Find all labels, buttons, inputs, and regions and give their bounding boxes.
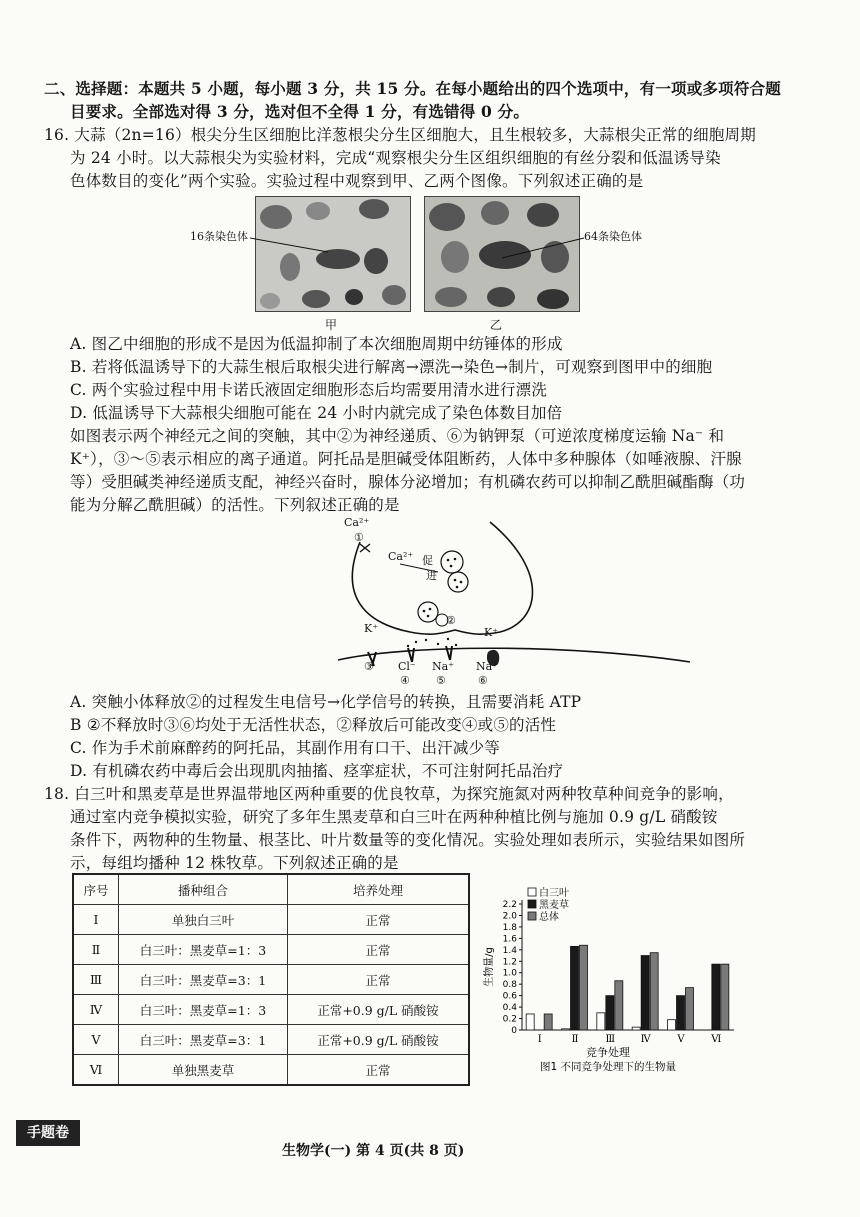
bar-总体: [544, 1014, 552, 1030]
label-n5: ⑤: [436, 674, 446, 687]
q17-stem-1: 如图表示两个神经元之间的突触，其中②为神经递质、⑥为钠钾泵（可逆浓度梯度运输 Na⁻ 和: [70, 427, 725, 445]
micrograph-jia-caption: 甲: [325, 318, 338, 332]
y-tick-label: 0.6: [502, 991, 517, 1002]
page-footer: 生物学(一) 第 4 页(共 8 页): [282, 1143, 465, 1159]
legend-label: 白三叶: [539, 888, 569, 899]
table-row: [73, 995, 469, 1025]
table-cell: 正常+0.9 g/L 硝酸铵: [288, 995, 470, 1025]
synapse-diagram: [320, 512, 700, 692]
bar-黑麦草: [712, 964, 720, 1030]
q16-stem-1: 16. 大蒜（2n=16）根尖分生区细胞比洋葱根尖分生区细胞大，且生根较多，大蒜根尖正常的细胞周期: [44, 126, 756, 144]
q17-option-b: B ②不释放时③⑥均处于无活性状态，②释放后可能改变④或⑤的活性: [70, 716, 557, 734]
table-cell: 白三叶：黑麦草=3：1: [119, 965, 288, 995]
bar-总体: [615, 981, 623, 1030]
section-header-line1: 二、选择题：本题共 5 小题，每小题 3 分，共 15 分。在每小题给出的四个选项中，有一项或多项符合题: [44, 79, 781, 98]
micrograph-jia-pointer: [250, 236, 330, 256]
y-tick-label: 1.6: [502, 934, 517, 945]
table-cell: Ⅰ: [73, 905, 119, 935]
vesicle-1: [441, 551, 463, 573]
calcium-channel: [360, 544, 370, 552]
label-promote-2: 进: [426, 569, 437, 582]
label-n3: ③: [364, 660, 374, 673]
x-tick-label: Ⅱ: [571, 1034, 579, 1045]
bar-黑麦草: [571, 946, 579, 1030]
bar-黑麦草: [641, 956, 649, 1030]
x-tick-label: Ⅵ: [711, 1034, 722, 1045]
presynaptic-membrane: [352, 522, 532, 634]
q16-stem-2: 为 24 小时。以大蒜根尖为实验材料，完成“观察根尖分生区组织细胞的有丝分裂和低温诱导染: [70, 149, 721, 167]
table-header: 播种组合: [119, 874, 288, 905]
label-cl: Cl⁻: [398, 660, 416, 673]
table-cell: Ⅴ: [73, 1025, 119, 1055]
table-cell: 单独黑麦草: [119, 1055, 288, 1086]
q16-option-b: B. 若将低温诱导下的大蒜生根后取根尖进行解离→漂洗→染色→制片，可观察到图甲中的细胞: [70, 358, 713, 376]
table-cell: 白三叶：黑麦草=3：1: [119, 1025, 288, 1055]
label-k1: K⁺: [364, 622, 379, 635]
table-header: 序号: [73, 874, 119, 905]
x-tick-label: Ⅰ: [537, 1034, 542, 1045]
table-cell: Ⅱ: [73, 935, 119, 965]
q17-option-c: C. 作为手术前麻醉药的阿托品，其副作用有口干、出汗减少等: [70, 739, 500, 757]
y-tick-label: 1.0: [502, 968, 517, 979]
y-tick-label: 1.2: [502, 957, 517, 968]
bar-黑麦草: [606, 996, 614, 1030]
section-header-line2: 目要求。全部选对得 3 分，选对但不全得 1 分，有选错得 0 分。: [70, 102, 530, 121]
q17-stem-2: K⁺），③～⑤表示相应的离子通道。阿托品是胆碱受体阻断药，人体中多种腺体（如唾液腺、汗腺: [70, 450, 742, 468]
y-tick-label: 2.2: [502, 900, 517, 910]
table-header: 培养处理: [288, 874, 470, 905]
q18-stem-2: 通过室内竞争模拟实验，研究了多年生黑麦草和白三叶在两种种植比例与施加 0.9 g/L 硝酸铵: [70, 808, 718, 826]
q17-stem-3: 等）受胆碱类神经递质支配，神经兴奋时，腺体分泌增加；有机磷农药可以抑制乙酰胆碱酯酶（功: [70, 473, 746, 491]
table-cell: 正常: [288, 1055, 470, 1086]
q17-option-d: D. 有机磷农药中毒后会出现肌肉抽搐、痉挛症状，不可注射阿托品治疗: [70, 762, 564, 780]
table-row: [73, 965, 469, 995]
table-cell: 单独白三叶: [119, 905, 288, 935]
bar-白三叶: [668, 1020, 676, 1030]
table-row: [73, 905, 469, 935]
bar-白三叶: [562, 1029, 570, 1030]
q18-stem-4: 示，每组均播种 12 株牧草。下列叙述正确的是: [70, 854, 399, 872]
bar-总体: [650, 953, 658, 1030]
legend-swatch: [528, 888, 536, 896]
corner-stamp: 手题卷: [16, 1120, 80, 1146]
biomass-chart: [476, 880, 746, 1080]
table-cell: Ⅵ: [73, 1055, 119, 1086]
micrograph-jia-label: 16条染色体: [190, 230, 248, 243]
treatment-table: [72, 873, 470, 1086]
q17-option-a: A. 突触小体释放②的过程发生电信号→化学信号的转换，且需要消耗 ATP: [70, 693, 582, 711]
table-cell: 正常: [288, 905, 470, 935]
label-n4: ④: [400, 674, 410, 687]
q16-option-d: D. 低温诱导下大蒜根尖细胞可能在 24 小时内就完成了染色体数目加倍: [70, 404, 563, 422]
micrograph-yi-pointer: [500, 236, 586, 260]
bar-黑麦草: [677, 996, 685, 1030]
table-row: [73, 1025, 469, 1055]
q17-stem-4: 能为分解乙酰胆碱）的活性。下列叙述正确的是: [70, 496, 400, 514]
x-axis-label: 竞争处理: [586, 1046, 630, 1059]
table-row: [73, 935, 469, 965]
table-cell: 白三叶：黑麦草=1：3: [119, 995, 288, 1025]
table-cell: Ⅳ: [73, 995, 119, 1025]
bar-白三叶: [597, 1013, 605, 1030]
q18-stem-1: 18. 白三叶和黑麦草是世界温带地区两种重要的优良牧草，为探究施氮对两种牧草种间竞争的影响，: [44, 785, 734, 803]
y-tick-label: 0: [511, 1026, 517, 1036]
legend-swatch: [528, 900, 536, 908]
table-cell: 正常+0.9 g/L 硝酸铵: [288, 1025, 470, 1055]
label-n2: ②: [446, 614, 456, 627]
y-tick-label: 1.8: [502, 922, 517, 933]
bar-白三叶: [632, 1027, 640, 1030]
table-cell: 白三叶：黑麦草=1：3: [119, 935, 288, 965]
q16-stem-3: 色体数目的变化”两个实验。实验过程中观察到甲、乙两个图像。下列叙述正确的是: [70, 172, 644, 190]
y-tick-label: 0.8: [502, 980, 517, 991]
label-n6: ⑥: [478, 674, 488, 687]
bar-总体: [721, 964, 729, 1030]
chart-title: 图1 不同竞争处理下的生物量: [539, 1061, 677, 1073]
x-tick-label: Ⅴ: [677, 1034, 685, 1045]
x-tick-label: Ⅳ: [640, 1034, 651, 1045]
label-ca-inside: Ca²⁺: [388, 550, 414, 563]
table-cell: 正常: [288, 965, 470, 995]
y-axis-label: 生物量/g: [484, 947, 495, 987]
x-tick-label: Ⅲ: [605, 1034, 616, 1045]
vesicle-2: [448, 572, 468, 592]
legend-label: 总体: [539, 912, 559, 923]
y-tick-label: 0.4: [502, 1003, 517, 1014]
postsynaptic-membrane: [338, 648, 690, 662]
table-header-row: [73, 874, 469, 905]
y-tick-label: 2.0: [502, 911, 517, 922]
label-k2: K⁺: [484, 626, 499, 639]
legend-swatch: [528, 912, 536, 920]
bar-总体: [686, 988, 694, 1030]
bar-总体: [580, 945, 588, 1030]
label-na1: Na⁺: [432, 660, 454, 673]
label-promote: 促: [422, 554, 433, 567]
q16-option-a: A. 图乙中细胞的形成不是因为低温抑制了本次细胞周期中纺锤体的形成: [70, 335, 563, 353]
table-cell: Ⅲ: [73, 965, 119, 995]
y-tick-label: 1.4: [502, 945, 517, 956]
bar-白三叶: [526, 1014, 534, 1030]
table-row: [73, 1055, 469, 1086]
legend-label: 黑麦草: [539, 900, 569, 911]
micrograph-yi-label: 64条染色体: [584, 230, 642, 243]
q16-option-c: C. 两个实验过程中用卡诺氏液固定细胞形态后均需要用清水进行漂洗: [70, 381, 548, 399]
micrograph-yi-caption: 乙: [490, 318, 503, 332]
label-na2: Na⁺: [476, 660, 498, 673]
y-tick-label: 0.2: [502, 1014, 517, 1025]
vesicle-3: [418, 602, 438, 622]
label-ca-outside: Ca²⁺: [344, 516, 370, 529]
table-cell: 正常: [288, 935, 470, 965]
q18-stem-3: 条件下，两物种的生物量、根茎比、叶片数量等的变化情况。实验处理如表所示，实验结果如图所: [70, 831, 746, 849]
label-n1: ①: [354, 531, 364, 544]
